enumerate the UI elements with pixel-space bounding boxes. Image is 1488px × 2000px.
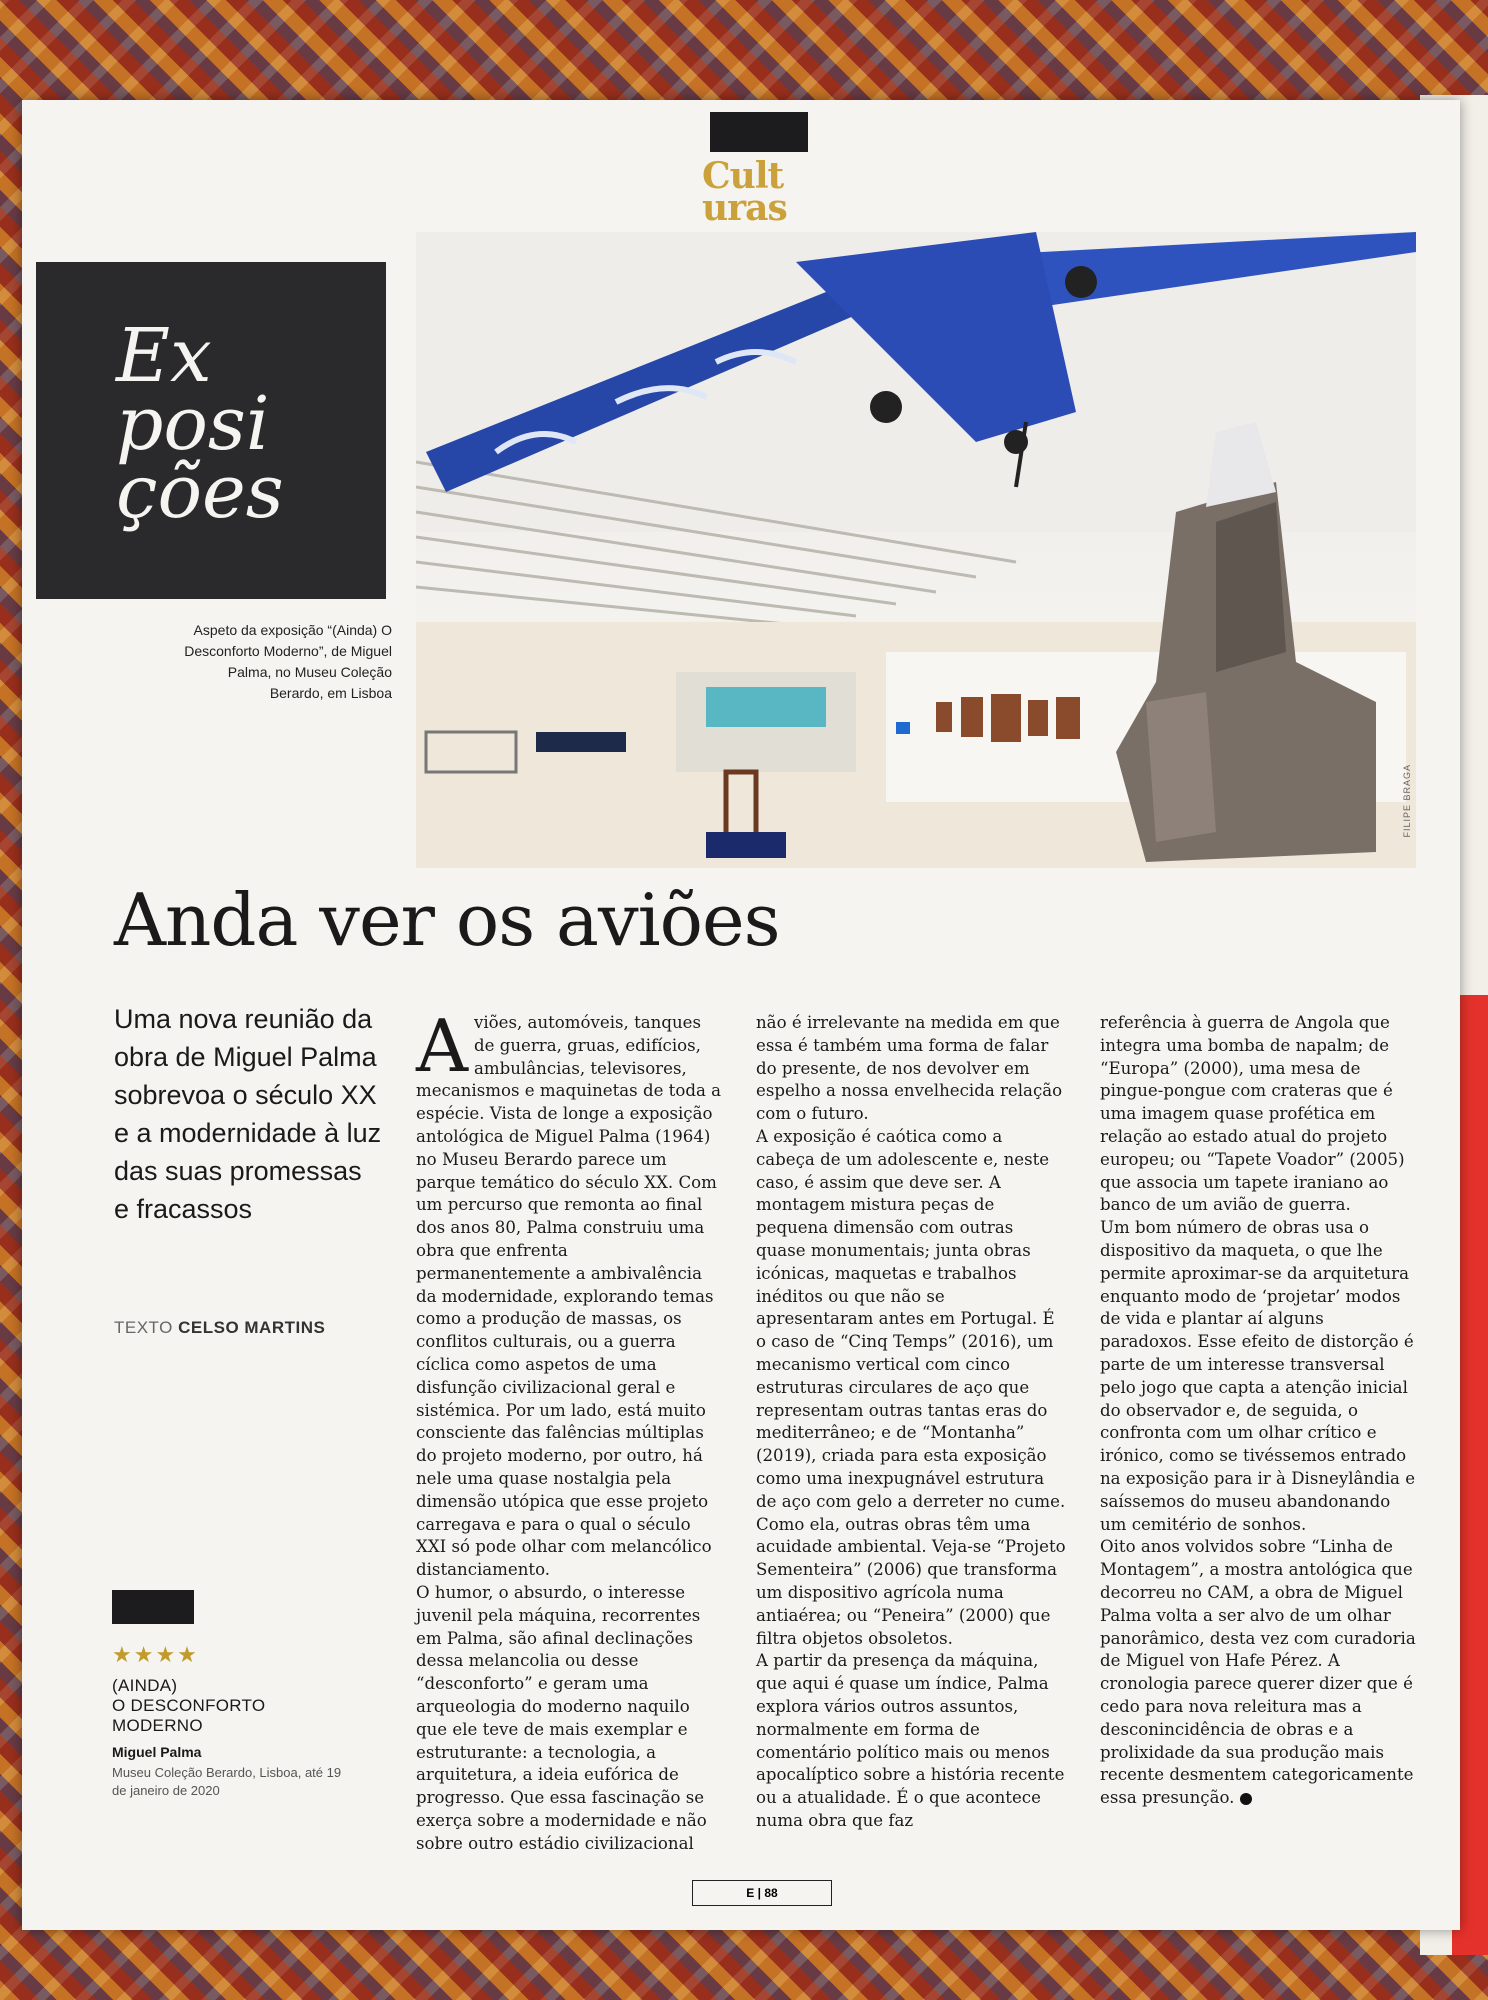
end-mark-icon xyxy=(1240,1793,1252,1805)
body-column-2 xyxy=(756,1012,1066,1833)
body-paragraph: A exposição é caótica como a cabeça de um adolescente e, neste caso, é assim que deve ser. A montagem mistura peças de pequena dimensão com outras quase monumentais; junta obras icónicas, maquetas e trabalhos inéditos ou que não se apresentaram antes em Portugal. É o caso de “Cinq Temps” (2016), um mecanismo vertical com cinco estruturas circulares de aço que representam outras tantas eras do mediterrâneo; e de “Montanha” (2019), criada para esta exposição como uma inexpugnável estrutura de aço com gelo a derreter no cume. Como ela, outras obras têm uma acuidade ambiental. Veja-se “Projeto Sementeira” (2006) que transforma um dispositivo agrícola numa antiaérea; ou “Peneira” (2000) que filtra objetos obsoletos. xyxy=(756,1126,1066,1648)
body-column-3 xyxy=(1100,1012,1420,1810)
body-paragraph: referência à guerra de Angola que integra uma bomba de napalm; de “Europa” (2000), uma mesa de pingue-pongue com crateras que é uma imagem quase profética em relação ao estado atual do projeto europeu; ou “Tapete Voador” (2005) que associa um tapete iraniano ao banco de um avião de guerra. xyxy=(1100,1013,1405,1215)
body-paragraph: Um bom número de obras usa o dispositivo da maqueta, o que lhe permite aproximar-se da arquitetura enquanto modo de ‘projetar’ modos de vida e plantar aí alguns paradoxos. Esse efeito de distorção é parte de um interesse transversal pelo jogo que capta a atenção inicial do observador e, de seguida, o confronta com um olhar crítico e irónico, como se tivéssemos entrado na exposição para ir à Disneylândia e saíssemos do museu abandonando um cemitério de sonhos. xyxy=(1100,1218,1416,1534)
body-paragraph: O humor, o absurdo, o interesse juvenil pela máquina, recorrentes em Palma, são afinal declinações dessa melancolia ou desse “desconforto” e geram uma arqueologia do moderno naquilo que ele teve de mais exemplar e estruturante: a tecnologia, a arquitetura, a ideia eufórica de progresso. Que essa fascinação se exerça sobre a modernidade e não sobre outro estádio civilizacional xyxy=(416,1582,707,1853)
drop-cap: A xyxy=(416,1004,468,1088)
body-paragraph: não é irrelevante na medida em que essa é também uma forma de falar do presente, de nos devolver em espelho a nossa envelhecida relação com o futuro. xyxy=(756,1013,1063,1124)
magazine-page xyxy=(22,100,1460,1930)
photo-credit: FILIPE BRAGA xyxy=(1402,764,1412,838)
body-column-1 xyxy=(416,1004,726,1855)
review-title-line: (AINDA) xyxy=(112,1676,178,1695)
section-mark xyxy=(710,112,808,152)
rubric-title: Ex posi ções xyxy=(116,313,284,535)
review-title-line: O DESCONFORTO xyxy=(112,1696,266,1715)
standfirst: Uma nova reunião da obra de Miguel Palma sobrevoa o século XX e a modernidade à luz das suas promessas e fracassos xyxy=(114,1004,382,1224)
body-paragraph: A partir da presença da máquina, que aqui é quase um índice, Palma explora vários outros assuntos, normalmente em forma de comentário político mais ou menos apocalíptico sobre a história recente ou a atualidade. É o que acontece numa obra que faz xyxy=(756,1651,1065,1830)
rating-label-box xyxy=(112,1590,194,1624)
body-paragraph: Aviões, automóveis, tanques de guerra, gruas, edifícios, ambulâncias, televisores, mecanismos e maquinetas de toda a espécie. Vista de longe a exposição antológica de Miguel Palma (1964) no Museu Berardo parece um parque temático do século XX. Com um percurso que remonta ao final dos anos 80, Palma construiu uma obra que enfrenta permanentemente a ambivalência da modernidade, explorando temas como a produção de massas, os conflitos culturais, ou a guerra cíclica como aspetos de uma disfunção civilizacional geral e sistémica. Por um lado, está muito consciente das falências múltiplas do projeto moderno, por outro, há nele uma quase nostalgia pela dimensão utópica que esse projeto carregava e para o qual o século XXI só pode olhar com melancólico distanciamento. xyxy=(416,1004,722,1580)
review-title-line: MODERNO xyxy=(112,1716,203,1735)
page-folio: E | 88 xyxy=(692,1880,832,1906)
rubric-box xyxy=(36,262,386,599)
headline: Anda ver os aviões xyxy=(114,878,780,962)
star-rating: ★★★★ xyxy=(112,1642,199,1667)
byline: TEXTO CELSO MARTINS xyxy=(114,1318,326,1337)
exhibition-photo xyxy=(416,232,1416,868)
review-artist: Miguel Palma xyxy=(112,1744,202,1760)
section-label: Cult uras xyxy=(702,155,787,229)
exhibition-illustration xyxy=(416,232,1416,868)
body-paragraph: Oito anos volvidos sobre “Linha de Montagem”, a mostra antológica que decorreu no CAM, a obra de Miguel Palma volta a ser alvo de um olhar panorâmico, desta vez com curadoria de Miguel von Hafe Pérez. A cronologia parece querer dizer que é cedo para nova releitura mas a desconincidência de obras e a prolixidade da sua produção mais recente desmentem categoricamente essa presunção. xyxy=(1100,1537,1416,1808)
photo-caption: Aspeto da exposição “(Ainda) O Desconforto Moderno”, de Miguel Palma, no Museu Coleção Berardo, em Lisboa xyxy=(184,622,392,701)
review-venue: Museu Coleção Berardo, Lisboa, até 19 de janeiro de 2020 xyxy=(112,1765,342,1798)
review-info xyxy=(112,1676,352,1800)
